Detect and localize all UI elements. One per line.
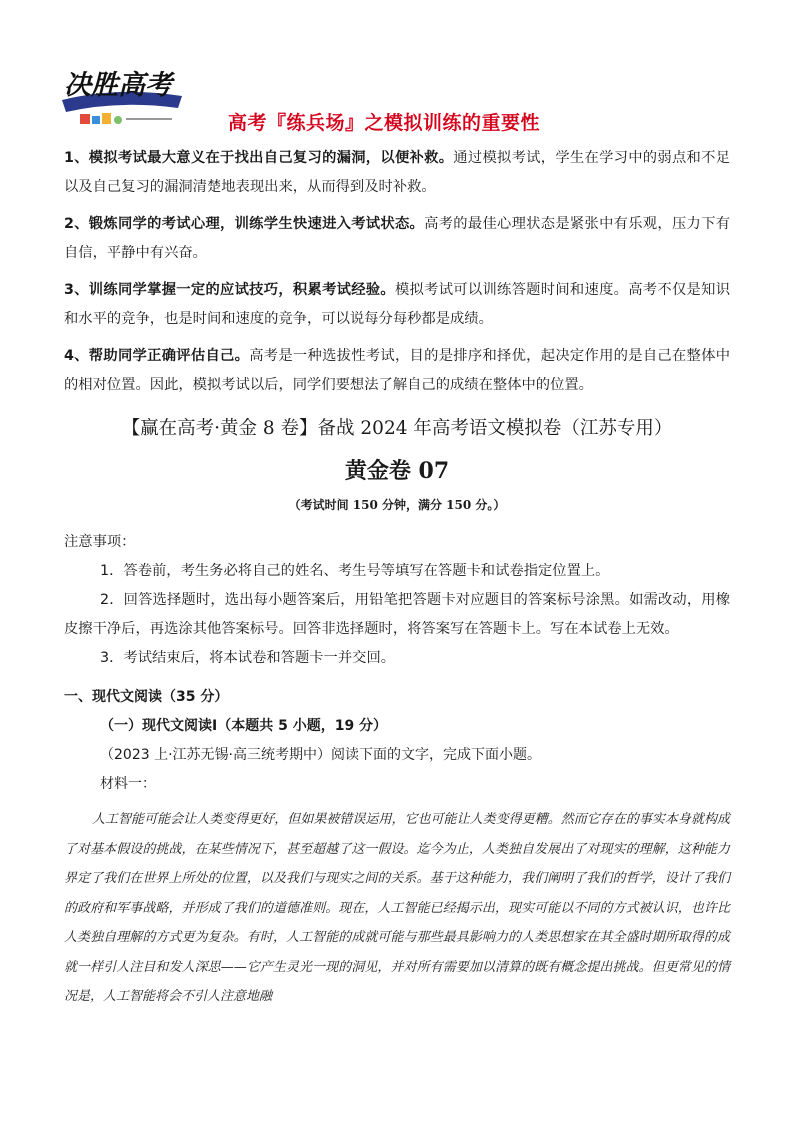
intro-item-text: 高考是一种选拔性考试，目的是排序和择优，起决定作用的是自己在整体中的相对位置。因此，模拟考试以后，同学们要想法了解自己的成绩在整体中的位置。	[64, 348, 731, 393]
intro-item-lead: 4、帮助同学正确评估自己。	[64, 348, 250, 364]
section-header	[64, 683, 730, 799]
notice-item: 2．回答选择题时，选出每小题答案后，用铅笔把答题卡对应题目的答案标号涂黑。如需改动，用橡皮擦干净后，再选涂其他答案标号。回答非选择题时，将答案写在答题卡上。写在本试卷上无效。	[64, 592, 730, 637]
section-source: （2023 上·江苏无锡·高三统考期中）阅读下面的文字，完成下面小题。	[100, 747, 541, 763]
material-label: 材料一：	[100, 776, 156, 792]
exam-time: （考试时间 150 分钟，满分 150 分。）	[288, 498, 506, 512]
logo-graphic	[58, 56, 188, 136]
intro-item-lead: 2、锻炼同学的考试心理，训练学生快速进入考试状态。	[64, 216, 425, 232]
intro-item-lead: 3、训练同学掌握一定的应试技巧，积累考试经验。	[64, 282, 395, 298]
material-paragraph: 人工智能可能会让人类变得更好，但如果被错误运用，它也可能让人类变得更糟。然而它存在的事实本身就构成了对基本假设的挑战，在某些情况下，甚至超越了这一假设。迄今为止，人类独自发展出了对现实的理解，这种能力界定了我们在世界上所处的位置，以及我们与现实之间的关系。基于这种能力，我们阐明了我们的哲学，设计了我们的政府和军事战略，并形成了我们的道德准则。现在，人工智能已经揭示出，现实可能以不同的方式被认识，也许比人类独自理解的方式更为复杂。有时，人工智能的成就可能与那些最具影响力的人类思想家在其全盛时期所取得的成就一样引人注目和发人深思——它产生灵光一现的洞见，并对所有需要加以清算的既有概念提出挑战。但更常见的情况是，人工智能将会不引人注意地融	[64, 812, 730, 1004]
logo-wordmark: 决胜高考	[64, 70, 172, 101]
notice-block	[64, 528, 730, 673]
notice-item: 3．考试结束后，将本试卷和答题卡一并交回。	[100, 650, 396, 666]
intro-item	[64, 144, 730, 202]
intro-item-text: 通过模拟考试，学生在学习中的弱点和不足以及自己复习的漏洞清楚地表现出来，从而得到及时补救。	[64, 150, 730, 195]
intro-list	[64, 144, 730, 408]
exam-title: 【赢在高考·黄金 8 卷】备战 2024 年高考语文模拟卷（江苏专用）	[121, 418, 673, 439]
intro-item-text: 高考的最佳心理状态是紧张中有乐观，压力下有自信，平静中有兴奋。	[64, 216, 730, 261]
notice-heading: 注意事项：	[64, 534, 136, 550]
intro-item	[64, 210, 730, 268]
intro-item	[64, 342, 730, 400]
notice-item: 1．答卷前，考生务必将自己的姓名、考生号等填写在答题卡和试卷指定位置上。	[100, 563, 610, 579]
intro-item	[64, 276, 730, 334]
banner-title: 高考『练兵场』之模拟训练的重要性	[228, 112, 541, 134]
brand-logo	[58, 56, 188, 136]
paper-title: 黄金卷 07	[344, 458, 450, 484]
section-sub-title: （一）现代文阅读Ⅰ（本题共 5 小题，19 分）	[100, 718, 388, 734]
intro-item-text: 模拟考试可以训练答题时间和速度。高考不仅是知识和水平的竞争，也是时间和速度的竞争，可以说每分每秒都是成绩。	[64, 282, 730, 327]
intro-item-lead: 1、模拟考试最大意义在于找出自己复习的漏洞，以便补救。	[64, 150, 454, 166]
section-part-title: 一、现代文阅读（35 分）	[64, 689, 229, 705]
